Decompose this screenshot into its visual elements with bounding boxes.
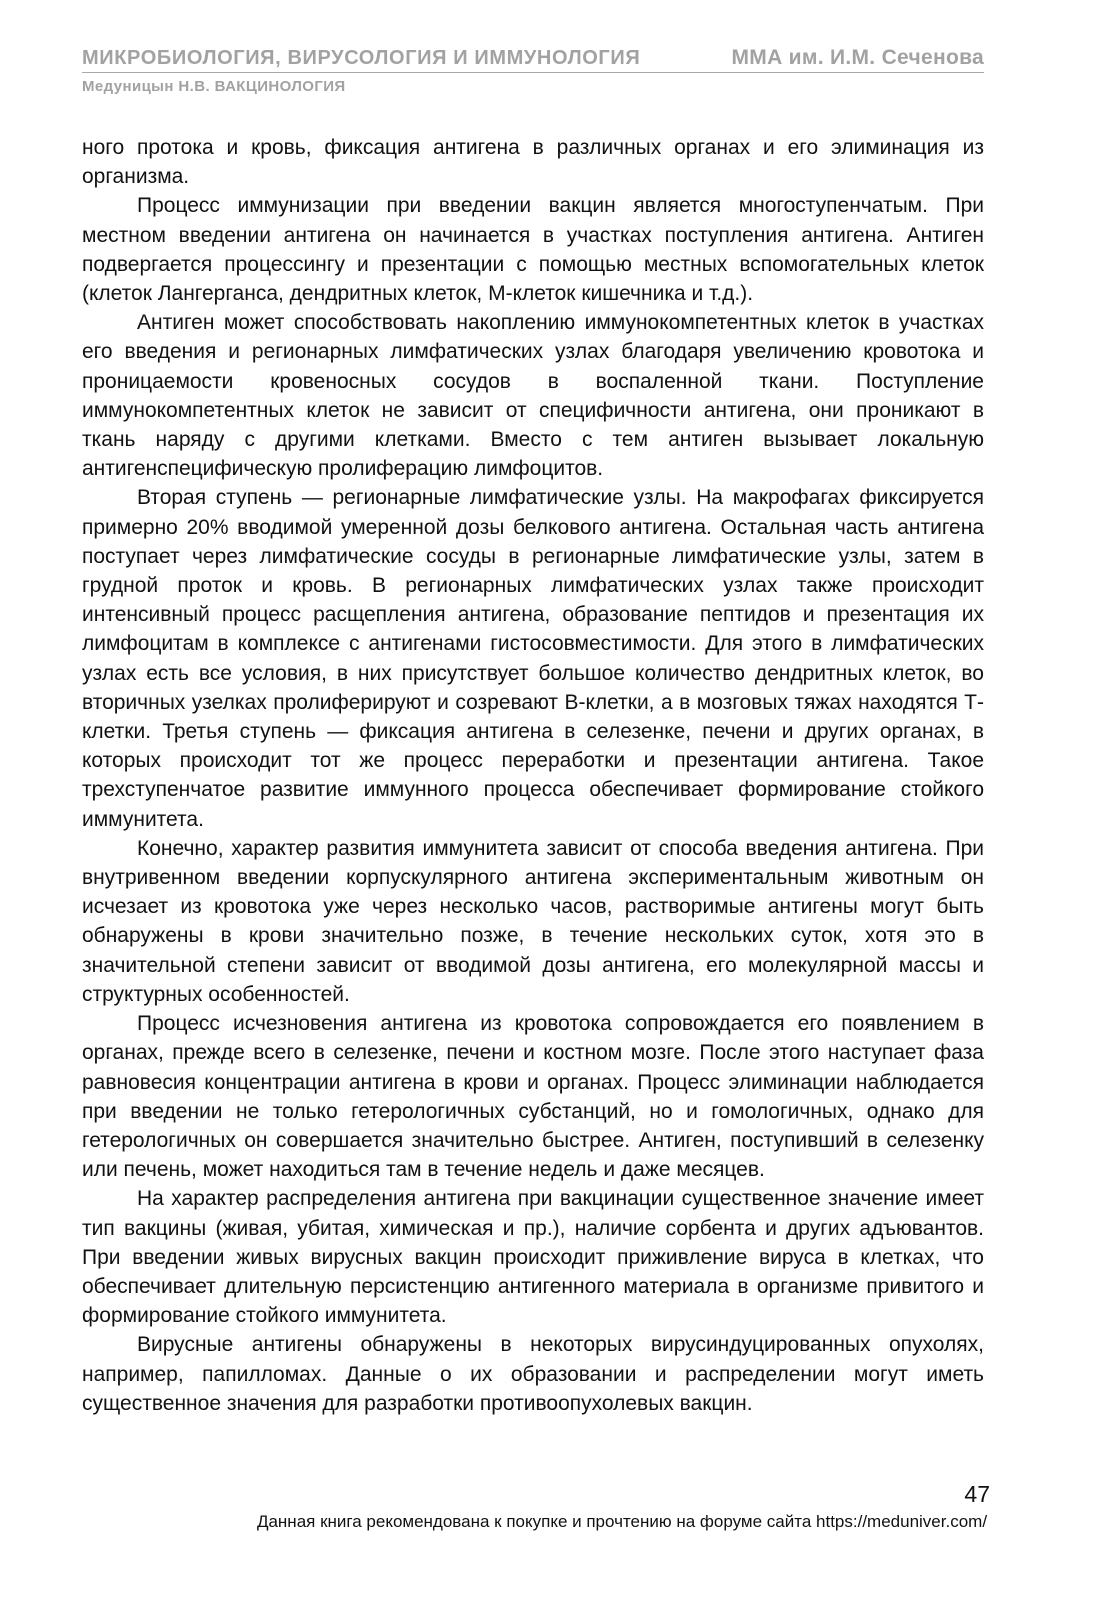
header-book-title: Медуницын Н.В. ВАКЦИНОЛОГИЯ <box>82 78 346 95</box>
header-institution: ММА им. И.М. Сеченова <box>731 46 984 69</box>
paragraph: Процесс иммунизации при введении вакцин является многоступенчатым. При местном введении антигена он начинается в участках поступления антигена. Антиген подвергается процессингу и презентации с помощью местных вспомогательных клеток (клеток Лангерганса, дендритных клеток, М-клеток кишечника и т.д.). <box>82 194 984 306</box>
header-row <box>82 46 984 73</box>
body-text <box>82 133 984 1418</box>
paragraph: На характер распределения антигена при вакцинации существенное значение имеет тип вакцины (живая, убитая, химическая и пр.), наличие сорбента и других адъювантов. При введении живых вирусных вакцин происходит приживление вируса в клетках, что обеспечивает длительную персистенцию антигенного материала в организме привитого и формирование стойкого иммунитета. <box>82 1187 984 1328</box>
footer-note: Данная книга рекомендована к покупке и прочтению на форуме сайта https://meduniver.com/ <box>256 1512 988 1531</box>
running-header <box>82 46 984 95</box>
paragraph: Вирусные антигены обнаружены в некоторых вирусиндуцированных опухолях, например, папилломах. Данные о их образовании и распределении могут иметь существенное значения для разработки противоопухолевых вакцин. <box>82 1333 984 1415</box>
header-subject: МИКРОБИОЛОГИЯ, ВИРУСОЛОГИЯ И ИММУНОЛОГИЯ <box>82 47 641 69</box>
paragraph: Вторая ступень — регионарные лимфатические узлы. На макрофагах фиксируется примерно 20% вводимой умеренной дозы белкового антигена. Остальная часть антигена поступает через лимфатические сосуды в регионарные лимфатические узлы, затем в грудной проток и кровь. В регионарных лимфатических узлах также происходит интенсивный процесс расщепления антигена, образование пептидов и презентация их лимфоцитам в комплексе с антигенами гистосовместимости. Для этого в лимфатических узлах есть все условия, в них присутствует большое количество дендритных клеток, во вторичных узелках пролиферируют и созревают В-клетки, а в мозговых тяжах находятся Т-клетки. Третья ступень — фиксация антигена в селезенке, печени и других органах, в которых происходит тот же процесс переработки и презентации антигена. Такое трехступенчатое развитие иммунного процесса обеспечивает формирование стойкого иммунитета. <box>82 486 984 831</box>
paragraph: Конечно, характер развития иммунитета зависит от способа введения антигена. При внутривенном введении корпускулярного антигена экспериментальным животным он исчезает из кровотока уже через несколько часов, растворимые антигены могут быть обнаружены в крови значительно позже, в течение нескольких суток, хотя это в значительной степени зависит от вводимой дозы антигена, его молекулярной массы и структурных особенностей. <box>82 836 984 1006</box>
paragraph: Процесс исчезновения антигена из кровотока сопровождается его появлением в органах, прежде всего в селезенке, печени и костном мозге. После этого наступает фаза равновесия концентрации антигена в крови и органах. Процесс элиминации наблюдается при введении не только гетерологичных субстанций, но и гомологичных, однако для гетерологичных он совершается значительно быстрее. Антиген, поступивший в селезенку или печень, может находиться там в течение недель и даже месяцев. <box>82 1012 984 1182</box>
paragraph: ного протока и кровь, фиксация антигена в различных органах и его элиминация из организма. <box>82 136 984 189</box>
page-number: 47 <box>964 1481 990 1507</box>
paragraph: Антиген может способствовать накоплению иммунокомпетентных клеток в участках его введения и регионарных лимфатических узлах благодаря увеличению кровотока и проницаемости кровеносных сосудов в воспаленной ткани. Поступление иммунокомпетентных клеток не зависит от специфичности антигена, они проникают в ткань наряду с другими клетками. Вместо с тем антиген вызывает локальную антигенспецифическую пролиферацию лимфоцитов. <box>82 311 984 481</box>
